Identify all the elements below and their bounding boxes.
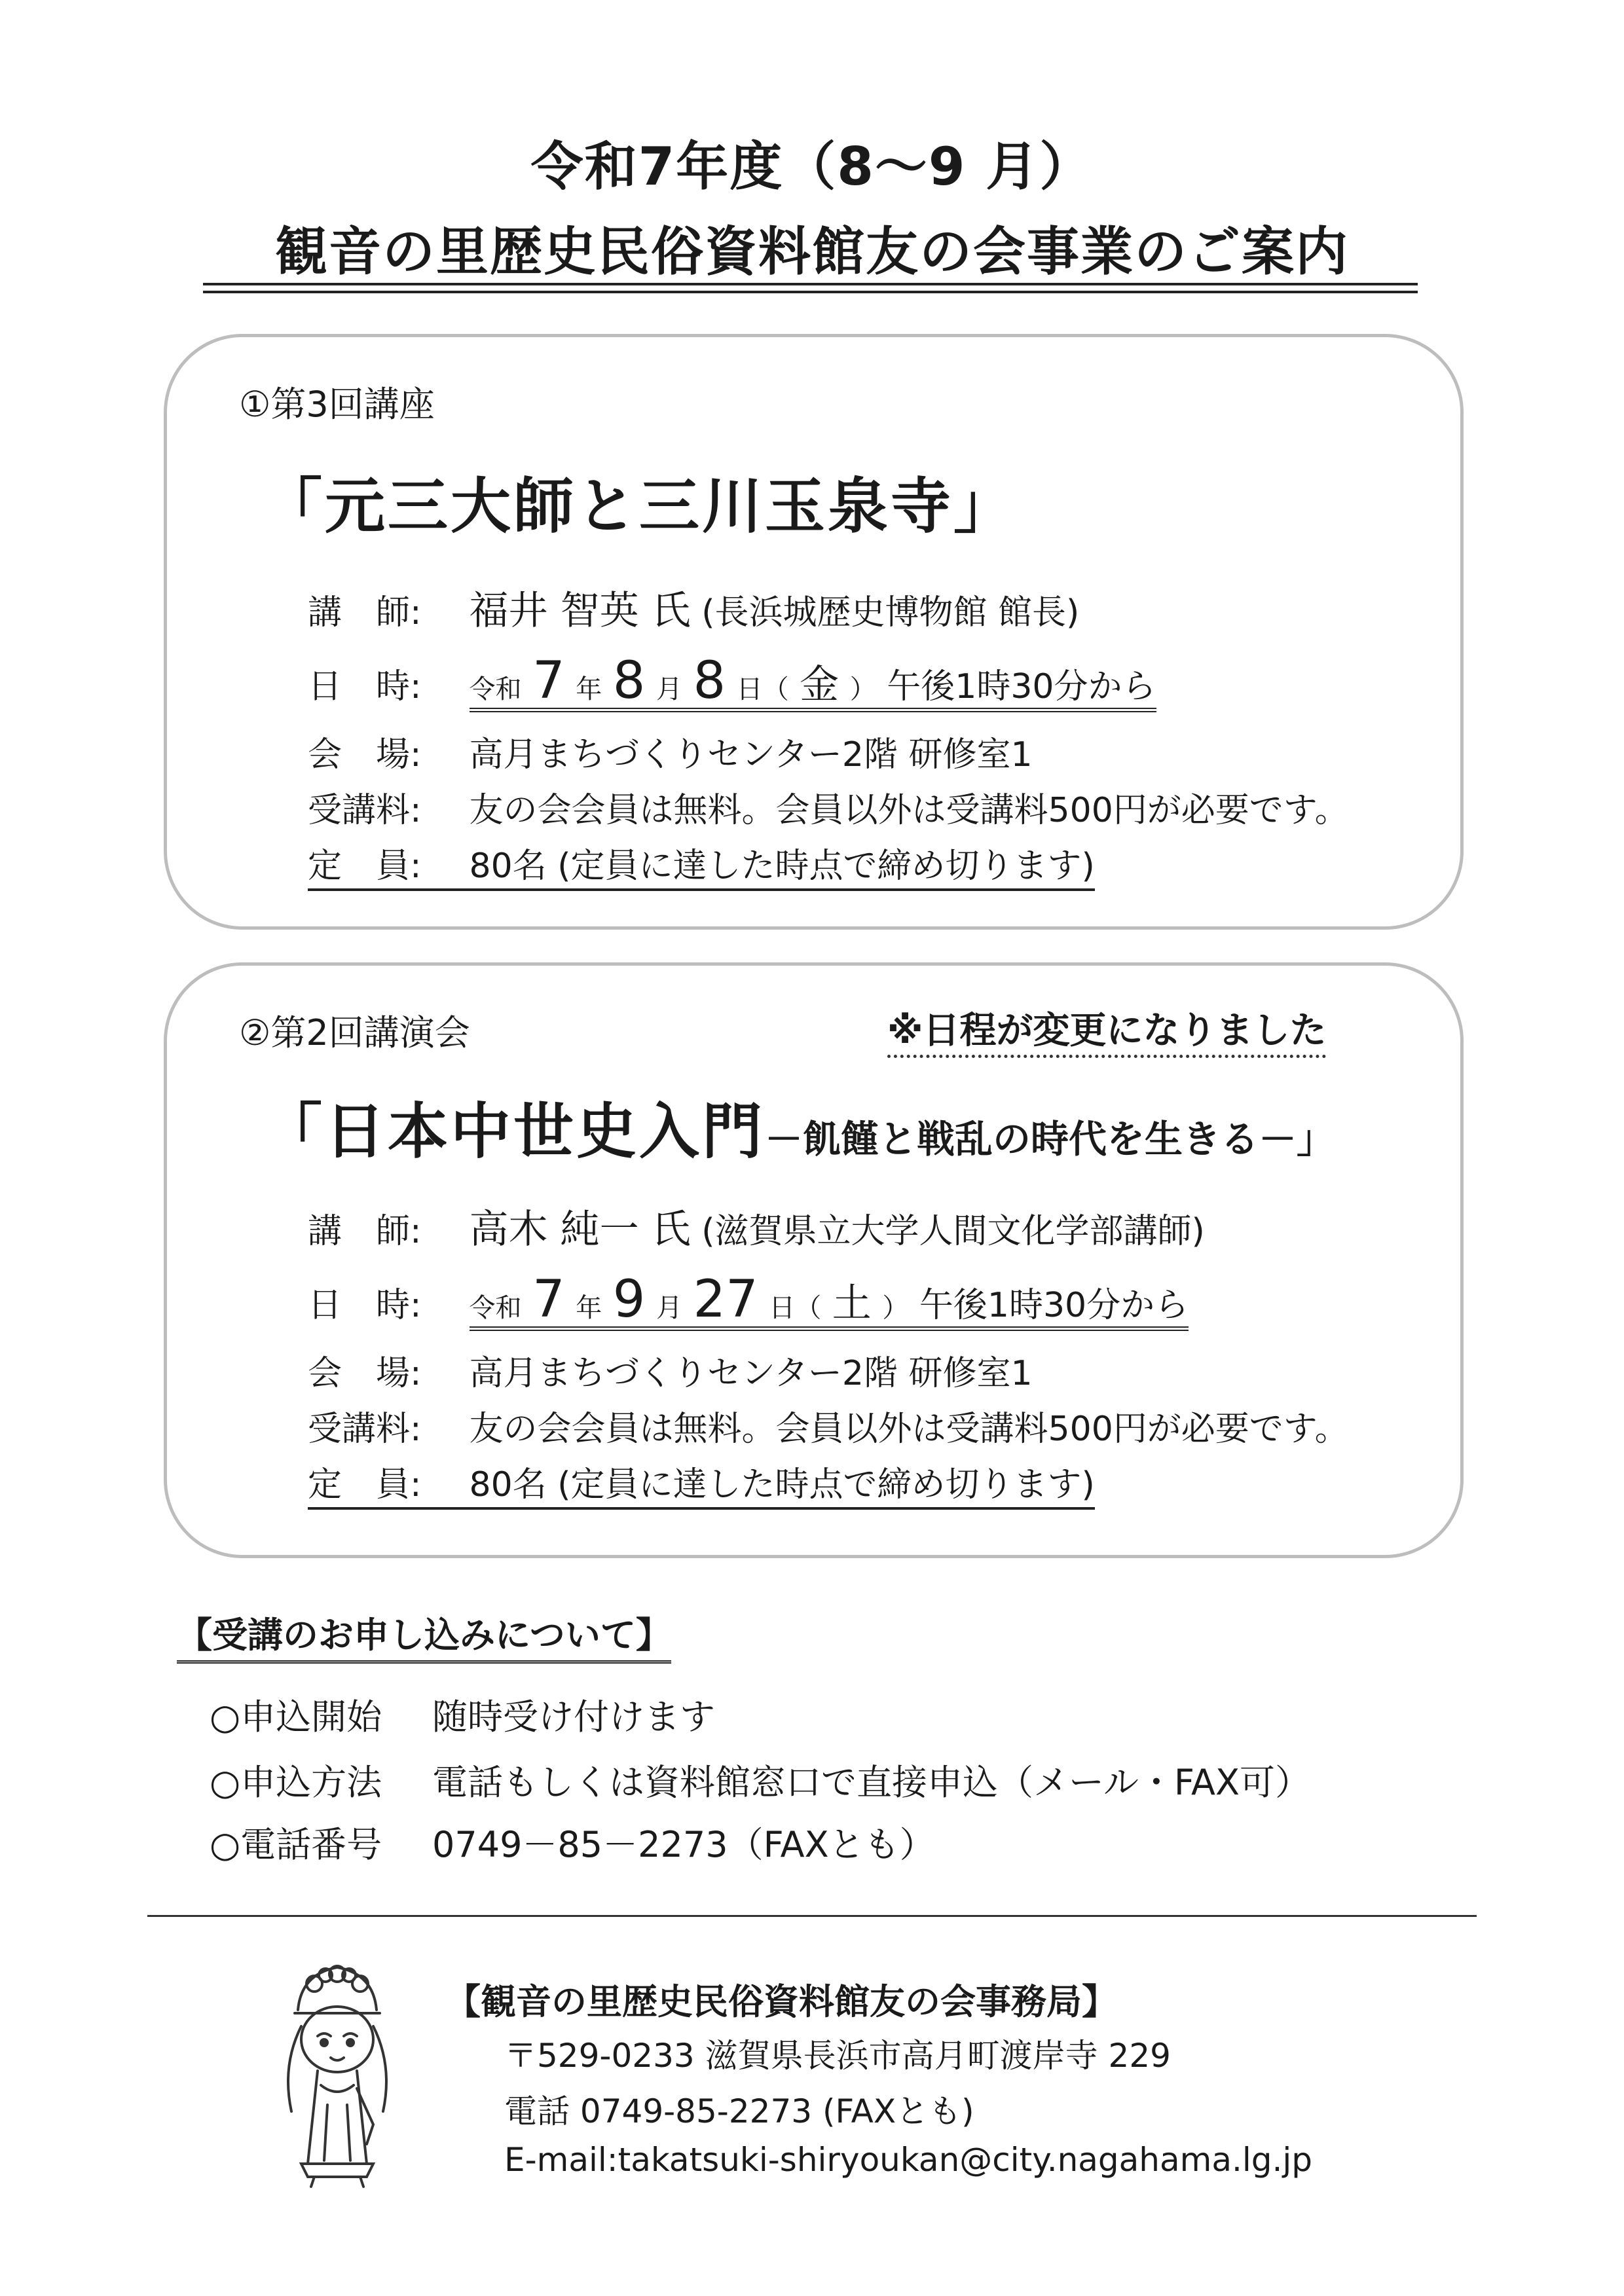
event1-lecturer-name: 福井 智英 氏 — [469, 588, 691, 634]
event2-capacity-row — [308, 1457, 1095, 1506]
application-item — [210, 1755, 1310, 1805]
application-item — [210, 1817, 935, 1867]
event2-lecturer-affiliation: (滋賀県立大学人間文化学部講師) — [701, 1212, 1205, 1251]
event2-capacity-label: 定 員: — [308, 1465, 422, 1504]
nichi: 日（ — [736, 674, 789, 704]
office-phone: 電話 0749-85-2273 (FAXとも) — [504, 2092, 974, 2130]
event1-title: 「元三大師と三川玉泉寺」 — [262, 471, 1017, 541]
event1-capacity-label: 定 員: — [308, 847, 422, 886]
event2-heading: ②第2回講演会 — [239, 1012, 470, 1053]
application-key: ○申込方法 — [210, 1762, 382, 1803]
event2-date-row — [308, 1270, 1189, 1329]
notice-text: ※日程が変更になりました — [887, 1010, 1326, 1058]
event2-date-label: 日 時: — [308, 1286, 422, 1325]
office-email: E-mail:takatsuki-shiryoukan@city.nagahama.lg.jp — [504, 2141, 1313, 2179]
event1-date-label: 日 時: — [308, 667, 422, 706]
title-rule — [203, 283, 1418, 285]
time: 午後1時30分から — [887, 667, 1156, 706]
application-heading: 【受講のお申し込みについて】 — [177, 1607, 671, 1664]
event1-fee-row — [308, 782, 1349, 831]
footer-divider — [147, 1915, 1477, 1917]
kannon-mascot-icon — [262, 1948, 413, 2210]
event2-capacity: 80名 (定員に達した時点で締め切ります) — [469, 1465, 1095, 1504]
event1-heading: ①第3回講座 — [239, 384, 435, 425]
time: 午後1時30分から — [919, 1286, 1189, 1325]
event1-capacity-row — [308, 838, 1095, 887]
event1-venue-label: 会 場: — [308, 735, 422, 774]
event2-fee-label: 受講料: — [308, 1410, 422, 1449]
page-title-line1: 令和7年度（8～9 月） — [530, 136, 1094, 197]
event1-lecturer-label: 講 師: — [308, 593, 422, 632]
event2-title — [262, 1084, 1335, 1170]
event2-venue: 高月まちづくりセンター2階 研修室1 — [469, 1354, 1033, 1393]
tsuki: 月 — [655, 1293, 682, 1323]
event2-lecturer-name: 高木 純一 氏 — [469, 1207, 691, 1252]
day: 8 — [693, 651, 726, 710]
nen: 年 — [576, 674, 602, 704]
event2-capacity-underline — [308, 1465, 1095, 1510]
event2-title-main: 「日本中世史入門 — [262, 1097, 766, 1167]
weekday: 土 — [832, 1281, 872, 1326]
era: 令和 — [469, 674, 522, 704]
application-key: ○電話番号 — [210, 1824, 382, 1865]
event2-date — [469, 1270, 1189, 1331]
event1-capacity: 80名 (定員に達した時点で締め切ります) — [469, 847, 1095, 886]
schedule-change-notice — [887, 1002, 1326, 1054]
application-item — [210, 1689, 715, 1740]
event2-lecturer-label: 講 師: — [308, 1212, 422, 1251]
application-key: ○申込開始 — [210, 1696, 382, 1738]
month: 8 — [612, 651, 646, 710]
event1-venue: 高月まちづくりセンター2階 研修室1 — [469, 735, 1033, 774]
event2-venue-label: 会 場: — [308, 1354, 422, 1393]
office-address: 〒529-0233 滋賀県長浜市高月町渡岸寺 229 — [504, 2037, 1171, 2075]
page-title-line2: 観音の里歴史民俗資料館友の会事業のご案内 — [275, 221, 1349, 282]
event1-date-row — [308, 651, 1156, 710]
tsuki: 月 — [655, 674, 682, 704]
event1-fee-label: 受講料: — [308, 791, 422, 830]
application-value: 電話もしくは資料館窓口で直接申込（メール・FAX可） — [432, 1762, 1310, 1803]
nichi: 日（ — [769, 1293, 822, 1323]
application-value: 0749－85－2273（FAXとも） — [432, 1824, 935, 1865]
event1-lecturer-row — [308, 579, 1079, 636]
era: 令和 — [469, 1293, 522, 1323]
office-heading: 【観音の里歴史民俗資料館友の会事務局】 — [445, 1981, 1117, 2022]
event1-date — [469, 651, 1156, 712]
event1-venue-row — [308, 727, 1033, 776]
close-paren: ） — [882, 1293, 909, 1323]
event1-fee: 友の会会員は無料。会員以外は受講料500円が必要です。 — [469, 791, 1349, 830]
event2-lecturer-row — [308, 1198, 1205, 1254]
weekday: 金 — [800, 662, 840, 708]
event1-capacity-underline — [308, 847, 1095, 891]
event2-title-sub: －飢饉と戦乱の時代を生きる－」 — [765, 1117, 1335, 1161]
close-paren: ） — [849, 674, 876, 704]
month: 9 — [612, 1270, 646, 1329]
event2-fee: 友の会会員は無料。会員以外は受講料500円が必要です。 — [469, 1410, 1349, 1449]
event2-fee-row — [308, 1401, 1349, 1450]
title-rule-2 — [203, 291, 1418, 293]
day: 27 — [693, 1270, 758, 1329]
event2-venue-row — [308, 1345, 1033, 1394]
year: 7 — [532, 1270, 565, 1329]
application-value: 随時受け付けます — [432, 1696, 715, 1738]
event1-lecturer-affiliation: (長浜城歴史博物館 館長) — [701, 593, 1080, 632]
nen: 年 — [576, 1293, 602, 1323]
year: 7 — [532, 651, 565, 710]
